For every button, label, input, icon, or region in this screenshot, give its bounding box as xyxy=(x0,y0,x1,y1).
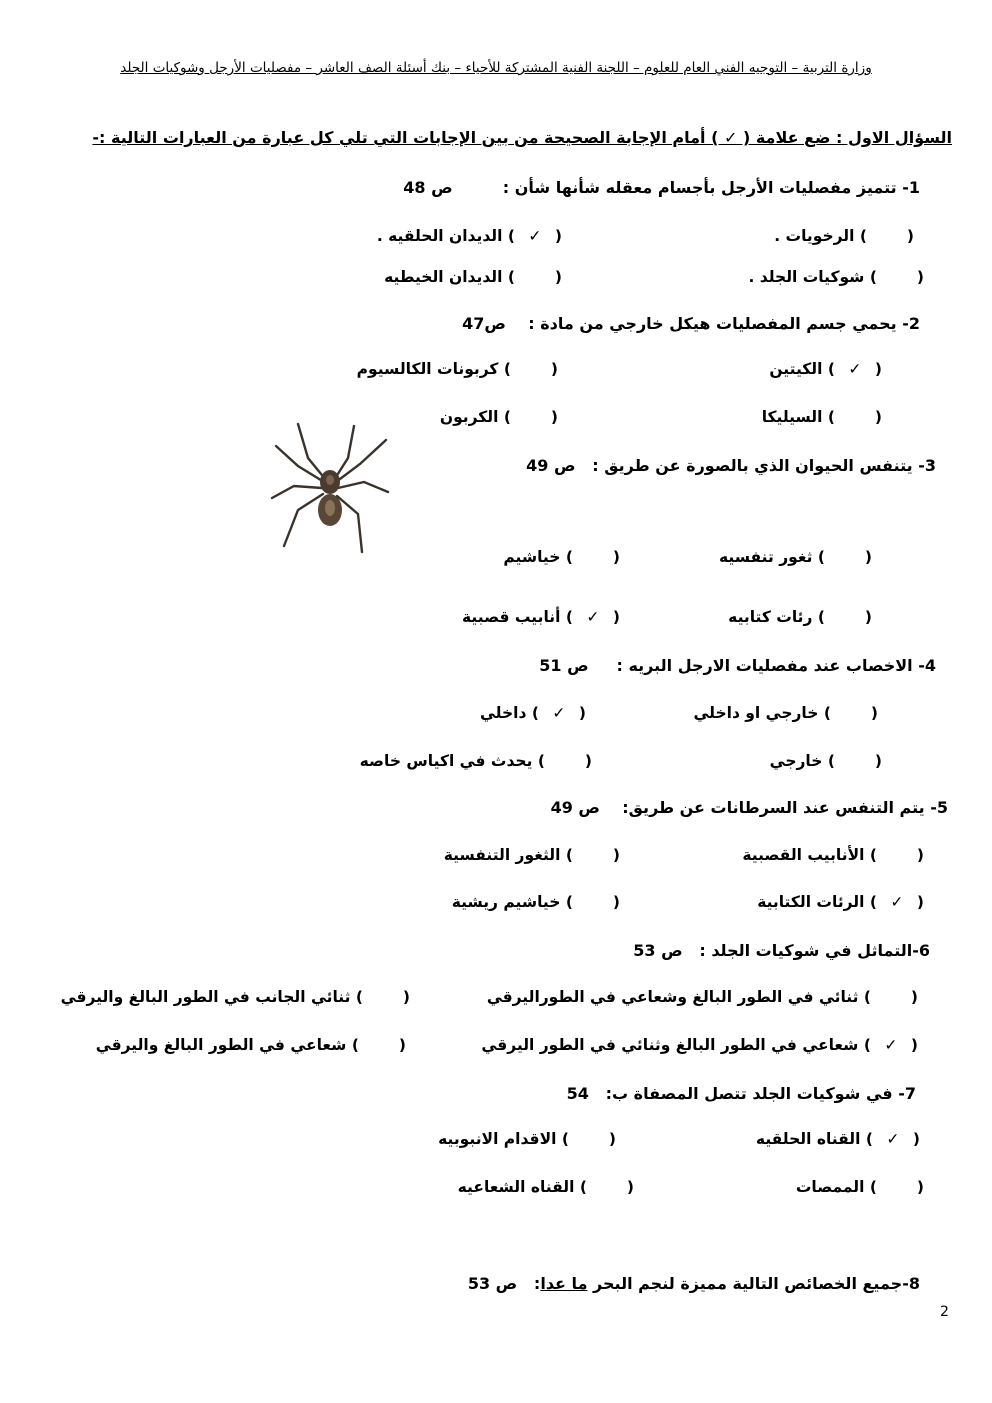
question-5-checkbox-c[interactable]: ✓ xyxy=(890,893,904,911)
option-label: شعاعي في الطور البالغ واليرقي xyxy=(95,1036,347,1054)
question-8-stem xyxy=(468,1274,920,1293)
question-3-page-ref: ص 49 xyxy=(526,456,576,475)
question-1-option-a[interactable]: () الرخويات . xyxy=(774,227,914,245)
option-label: الرخويات . xyxy=(774,227,855,245)
question-6-text: 6-التماثل في شوكيات الجلد : xyxy=(699,941,930,960)
option-label: ثنائي في الطور البالغ وشعاعي في الطوراليرقي xyxy=(486,988,859,1006)
question-5-option-d[interactable]: () خياشيم ريشية xyxy=(451,893,620,911)
question-5-option-b[interactable]: () الثغور التنفسية xyxy=(443,846,620,864)
question-4-option-d[interactable]: () يحدث في اكياس خاصه xyxy=(359,752,592,770)
question-4-option-a[interactable]: () خارجي او داخلي xyxy=(693,704,878,722)
question-2-checkbox-a[interactable]: ✓ xyxy=(848,360,862,378)
question-4-stem xyxy=(539,656,936,675)
option-label: خارجي xyxy=(769,752,823,770)
question-2-page-ref: ص47 xyxy=(462,314,506,333)
option-label: الثغور التنفسية xyxy=(443,846,561,864)
question-1-text: 1- تتميز مفصليات الأرجل بأجسام معقله شأنها شأن : xyxy=(502,178,920,197)
question-3-option-c[interactable]: () رئات كتابيه xyxy=(728,608,872,626)
question-7-stem xyxy=(567,1084,916,1103)
question-6-option-d[interactable]: () شعاعي في الطور البالغ واليرقي xyxy=(95,1036,406,1054)
option-label: الكيتين xyxy=(769,360,823,378)
option-label: الأنابيب القصبية xyxy=(742,846,865,864)
page-number: 2 xyxy=(940,1304,949,1320)
question-1-page-ref: ص 48 xyxy=(403,178,453,197)
question-5-option-a[interactable]: () الأنابيب القصبية xyxy=(742,846,924,864)
question-7-text: 7- في شوكيات الجلد تتصل المصفاة ب: xyxy=(605,1084,916,1103)
option-label: الاقدام الانبوبيه xyxy=(438,1130,557,1148)
option-label: الديدان الخيطيه xyxy=(384,268,503,286)
question-6-page-ref: ص 53 xyxy=(633,941,683,960)
question-3-option-a[interactable]: () ثغور تنفسيه xyxy=(719,548,872,566)
option-label: خياشيم xyxy=(503,548,561,566)
question-6-checkbox-c[interactable]: ✓ xyxy=(884,1036,898,1054)
option-label: الكربون xyxy=(439,408,499,426)
question-5-page-ref: ص 49 xyxy=(550,798,600,817)
option-label: داخلي xyxy=(479,704,527,722)
question-1-stem xyxy=(403,178,920,197)
question-6-stem xyxy=(633,941,930,960)
question-7-option-d[interactable]: () القناه الشعاعيه xyxy=(457,1178,634,1196)
question-4-option-b[interactable]: (✓) داخلي xyxy=(479,704,586,722)
question-7-page-ref: 54 xyxy=(566,1084,589,1103)
question-3-text: 3- يتنفس الحيوان الذي بالصورة عن طريق : xyxy=(592,456,936,475)
question-7-checkbox-a[interactable]: ✓ xyxy=(886,1130,900,1148)
option-label: ثغور تنفسيه xyxy=(719,548,813,566)
question-4-checkbox-b[interactable]: ✓ xyxy=(552,704,566,722)
question-8-text: 8-جميع الخصائص التالية مميزة لنجم البحر xyxy=(593,1274,920,1293)
option-label: خارجي او داخلي xyxy=(693,704,819,722)
question-4-text: 4- الاخصاب عند مفصليات الارجل البريه : xyxy=(616,656,936,675)
option-label: رئات كتابيه xyxy=(728,608,813,626)
question-1-checkbox-b[interactable]: ✓ xyxy=(528,227,542,245)
question-2-option-d[interactable]: () الكربون xyxy=(439,408,558,426)
question-1-option-d[interactable]: () الديدان الخيطيه xyxy=(384,268,562,286)
question-6-option-b[interactable]: () ثنائي الجانب في الطور البالغ واليرقي xyxy=(60,988,410,1006)
option-label: الممصات xyxy=(795,1178,865,1196)
spider-image xyxy=(268,418,392,560)
question-5-text: 5- يتم التنفس عند السرطانات عن طريق: xyxy=(622,798,948,817)
option-label: السيليكا xyxy=(761,408,823,426)
question-6-option-c[interactable]: (✓) شعاعي في الطور البالغ وثنائي في الطور اليرقي xyxy=(481,1036,918,1054)
question-2-option-c[interactable]: () السيليكا xyxy=(761,408,882,426)
option-label: ثنائي الجانب في الطور البالغ واليرقي xyxy=(60,988,351,1006)
question-3-option-b[interactable]: () خياشيم xyxy=(503,548,620,566)
question-7-option-c[interactable]: () الممصات xyxy=(795,1178,924,1196)
option-label: الرئات الكتابية xyxy=(757,893,865,911)
question-7-option-b[interactable]: () الاقدام الانبوبيه xyxy=(438,1130,616,1148)
question-3-stem xyxy=(526,456,936,475)
question-2-option-a[interactable]: (✓) الكيتين xyxy=(769,360,882,378)
option-label: الديدان الحلقيه . xyxy=(376,227,503,245)
question-instructions: السؤال الاول : ضع علامة ( ✓ ) أمام الإجابة الصحيحة من بين الإجابات التي تلي كل عبارة من العبارات التالية :- xyxy=(92,128,952,147)
option-label: يحدث في اكياس خاصه xyxy=(359,752,533,770)
question-5-stem xyxy=(551,798,948,817)
option-label: خياشيم ريشية xyxy=(451,893,561,911)
question-1-option-c[interactable]: () شوكيات الجلد . xyxy=(748,268,924,286)
question-5-option-c[interactable]: (✓) الرئات الكتابية xyxy=(757,893,924,911)
question-2-stem xyxy=(462,314,920,333)
question-3-option-d[interactable]: (✓) أنابيب قصبية xyxy=(462,608,620,626)
question-2-text: 2- يحمي جسم المفصليات هيكل خارجي من مادة : xyxy=(528,314,920,333)
page-header: وزارة التربية – التوجيه الفني العام للعلوم – اللجنة الفنية المشتركة للأحياء – بنك أسئلة الصف العاشر – مفصليات الأرجل وشوكيات الجلد xyxy=(120,60,872,76)
question-8-colon: : xyxy=(533,1274,541,1293)
question-4-option-c[interactable]: () خارجي xyxy=(769,752,882,770)
question-4-page-ref: ص 51 xyxy=(539,656,589,675)
option-label: أنابيب قصبية xyxy=(462,608,561,626)
option-label: شوكيات الجلد . xyxy=(748,268,865,286)
question-8-except: ما عدا xyxy=(540,1274,588,1293)
option-label: كربونات الكالسيوم xyxy=(356,360,499,378)
option-label: القناه الشعاعيه xyxy=(457,1178,575,1196)
question-2-option-b[interactable]: () كربونات الكالسيوم xyxy=(356,360,558,378)
question-3-checkbox-d[interactable]: ✓ xyxy=(586,608,600,626)
option-label: القناه الحلقيه xyxy=(755,1130,861,1148)
question-8-page-ref: ص 53 xyxy=(467,1274,518,1293)
option-label: شعاعي في الطور البالغ وثنائي في الطور اليرقي xyxy=(481,1036,859,1054)
question-6-option-a[interactable]: () ثنائي في الطور البالغ وشعاعي في الطوراليرقي xyxy=(486,988,918,1006)
question-7-option-a[interactable]: (✓) القناه الحلقيه xyxy=(755,1130,920,1148)
question-1-option-b[interactable]: (✓) الديدان الحلقيه . xyxy=(376,227,562,245)
